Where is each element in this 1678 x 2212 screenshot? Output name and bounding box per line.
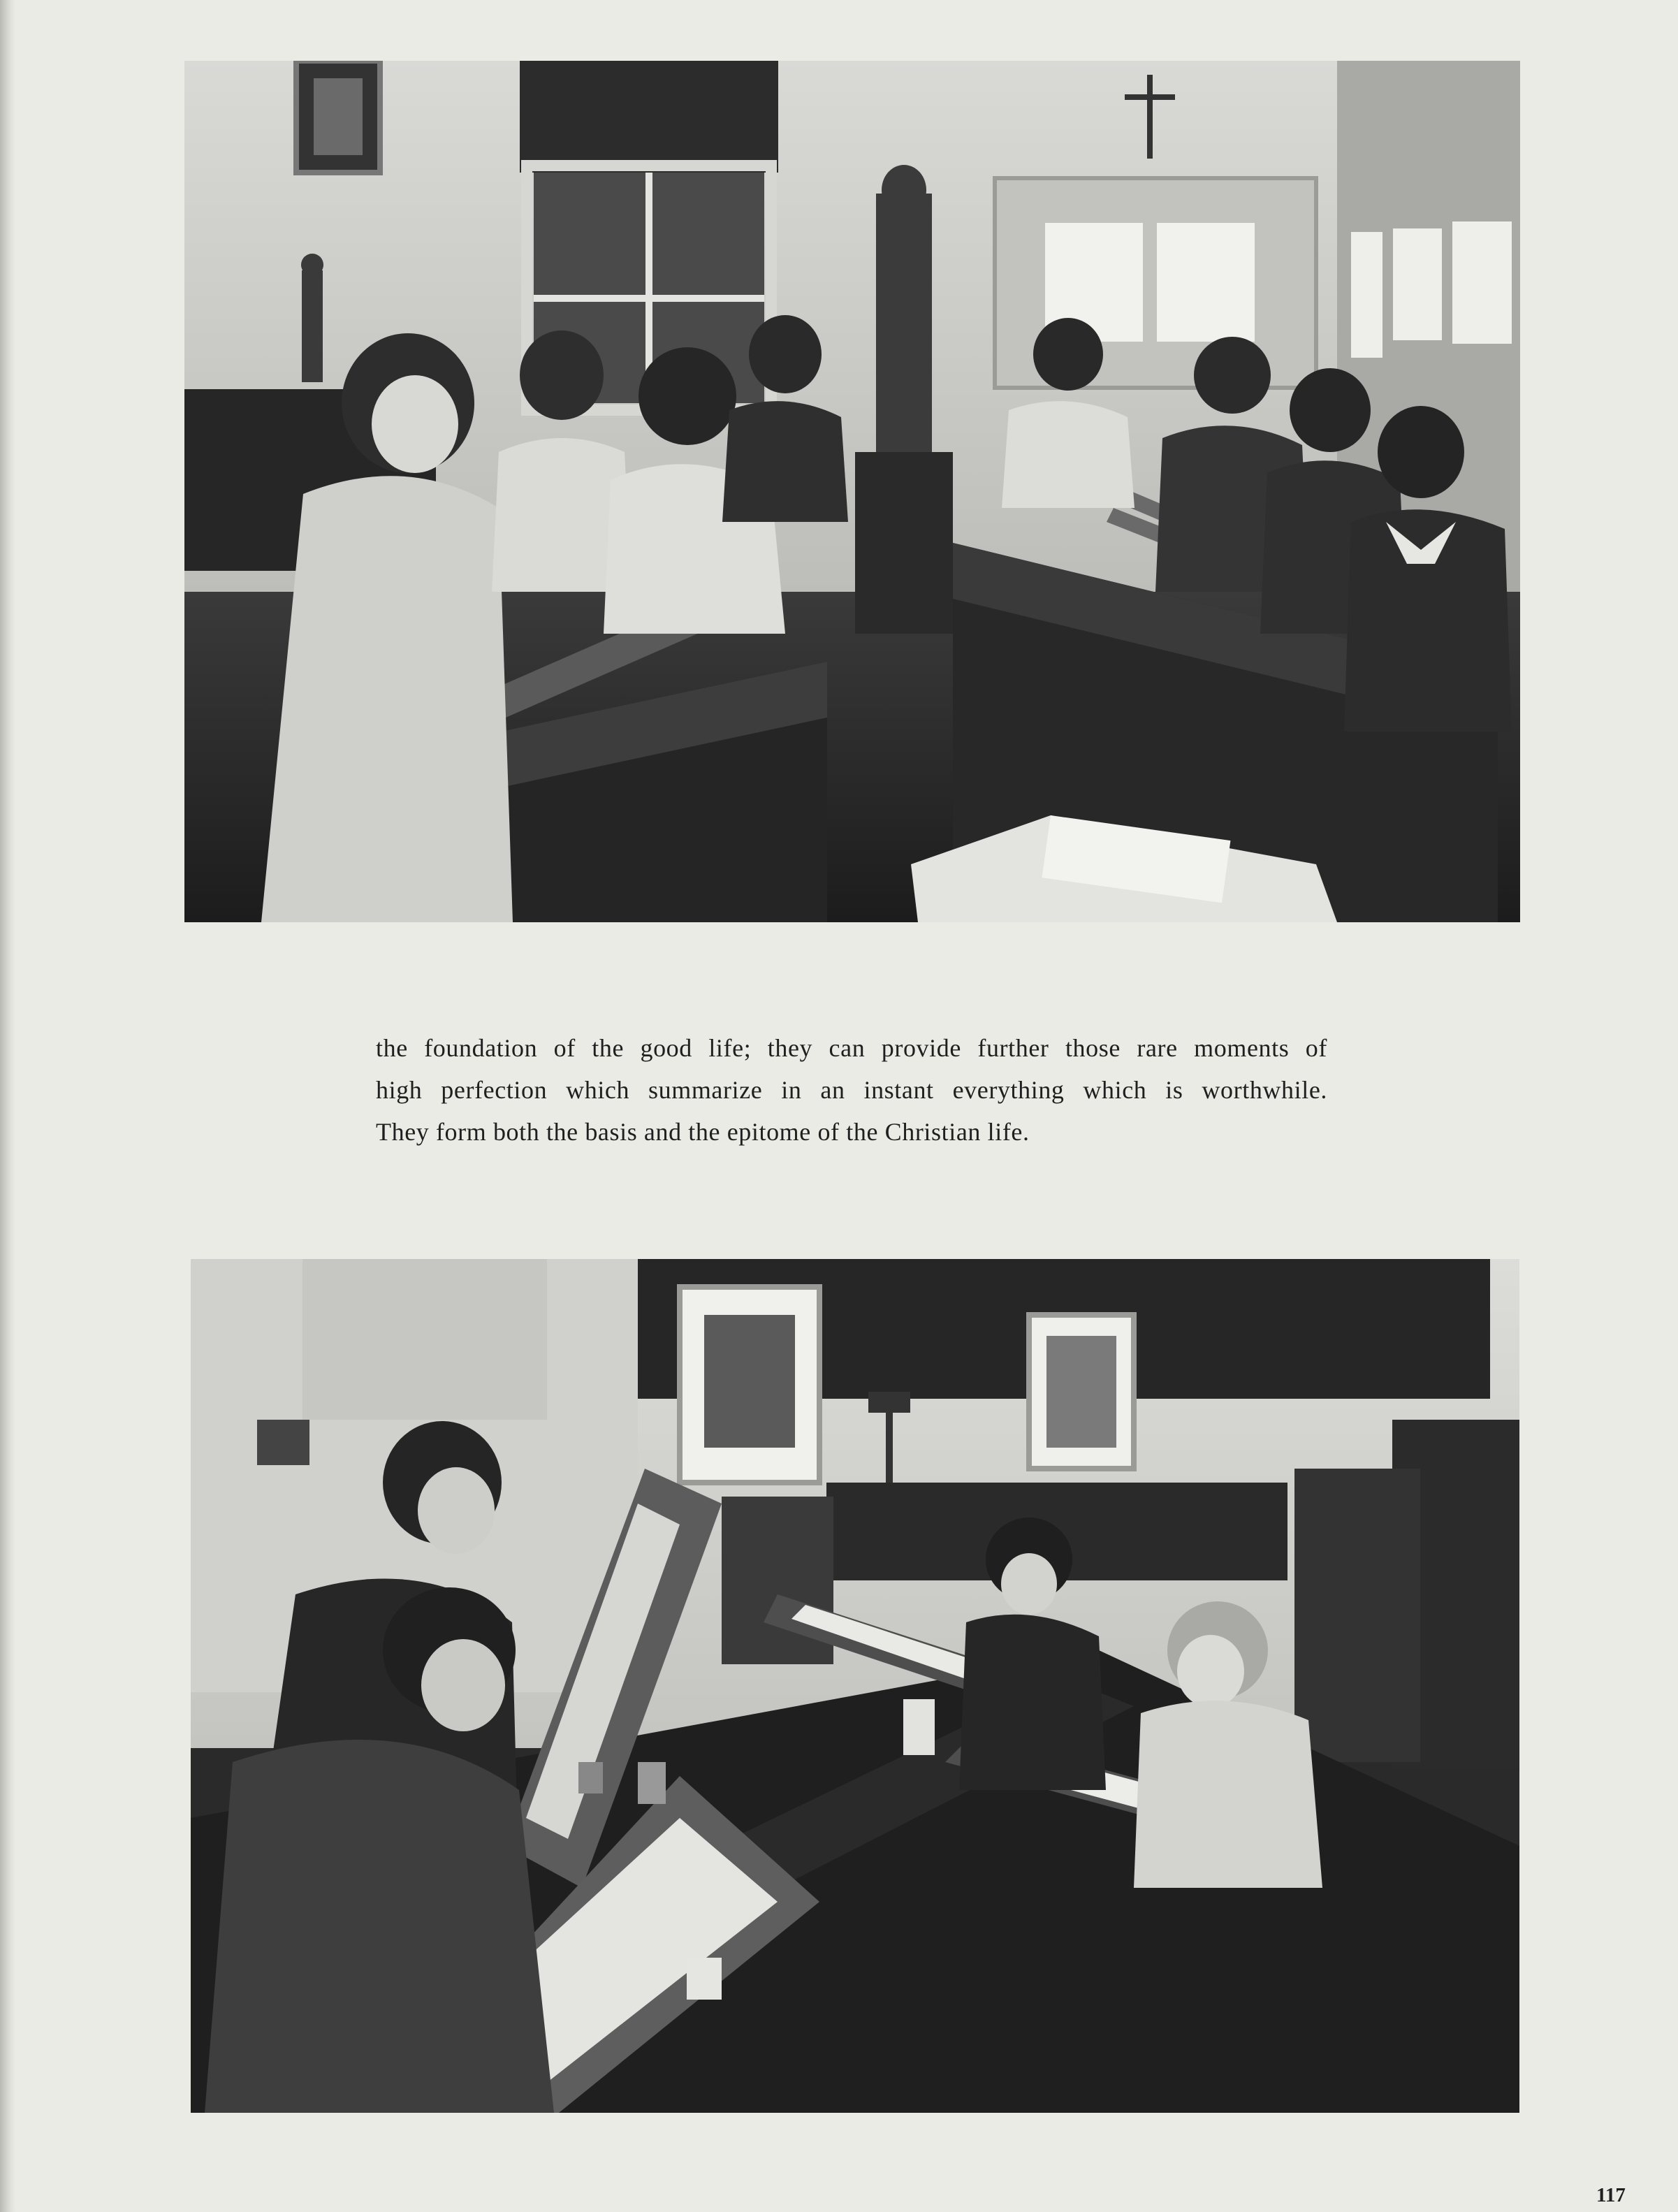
- photo-classroom-painting-bottom: [191, 1259, 1519, 2113]
- body-line-3: They form both the basis and the epitome of the Christian life.: [376, 1118, 1030, 1146]
- body-line-2: high perfection which summarize in an instant everything which is worthwhile.: [376, 1076, 1327, 1104]
- body-paragraph: [376, 1027, 1327, 1153]
- photo-classroom-drawing-top: [184, 61, 1520, 922]
- photo-bottom-illustration: [191, 1259, 1519, 2113]
- page-edge: [0, 0, 15, 2212]
- page-number: 117: [1596, 2184, 1626, 2206]
- photo-top-illustration: [184, 61, 1520, 922]
- body-line-1: the foundation of the good life; they can provide further those rare moments of: [376, 1034, 1327, 1062]
